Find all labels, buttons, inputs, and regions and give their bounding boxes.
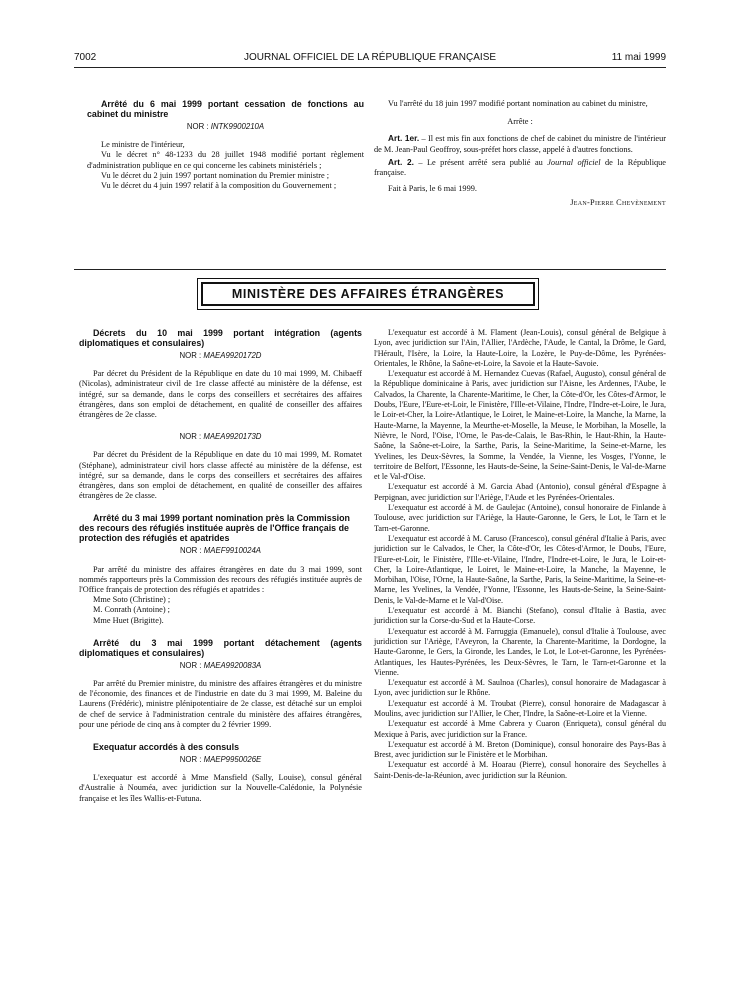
s5-para-left: L'exequatur est accordé à Mme Mansfield (Sally, Louise), consul général d'Australie à Nouméa, avec juridiction sur la Nouvelle-Calédonie, la Polynésie française et les îles Wallis-et-Futuna. — [79, 773, 362, 803]
s1-art1: Art. 1er. – Il est mis fin aux fonctions de chef de cabinet du ministre de l'intérieur de M. Jean-Paul Geoffroy, sous-préfet hors classe, appelé à d'autres fonctions. — [374, 133, 666, 154]
s5-nor: NOR : MAEP9950026E — [179, 755, 262, 765]
page-header — [74, 52, 666, 68]
s1-arrete: Arrête : — [507, 117, 533, 127]
s5-right-2: L'exequatur est accordé à M. Garcia Abad (Antonio), consul général d'Espagne à Perpignan, avec juridiction sur l'Ariège, l'Aude et les Pyrénées-Orientales. — [374, 482, 666, 502]
s2-para-1: Par décret du Président de la République en date du 10 mai 1999, M. Chibaeff (Nicolas), administrateur civil de 1re classe affecté au ministère de la défense, est intégré, sur sa demande, dans le corps des conseillers et secrétaires des affaires étrangères, dans son emploi de détachement, en qualité de conseiller des affaires étrangères de 2e classe. — [79, 369, 362, 420]
s1-art2: Art. 2. – Le présent arrêté sera publié au Journal officiel de la République française. — [374, 156, 666, 178]
s1-para-2: Vu le décret du 2 juin 1997 portant nomination du Premier ministre ; — [101, 170, 330, 180]
s1-para-1: Vu le décret n° 48-1233 du 28 juillet 1948 modifié portant règlement d'administration publique en ce qui concerne les cabinets ministériels ; — [87, 150, 364, 170]
s1-left-column — [87, 99, 364, 191]
page-number: 7002 — [74, 52, 97, 63]
s5-right-10: L'exequatur est accordé à M. Breton (Dominique), consul honoraire des Pays-Bas à Brest, avec juridiction sur le Finistère et le Morbihan. — [374, 739, 666, 760]
s5-right-5: L'exequatur est accordé à M. Bianchi (Stefano), consul d'Italie à Bastia, avec juridiction sur la Corse-du-Sud et la Haute-Corse. — [374, 606, 666, 626]
lower-right-column — [374, 328, 666, 781]
s5-right-3: L'exequatur est accordé à M. de Gaulejac (Antoine), consul honoraire de Finlande à Toulouse, avec juridiction sur l'Ariège, la Haute-Garonne, le Gers, le Lot, le Tarn et le Tarn-et-Garonne. — [374, 503, 666, 533]
s3-name-0: Mme Soto (Christine) ; — [93, 595, 171, 605]
s5-right-9: L'exequatur est accordé à Mme Cabrera y Cuaron (Enriqueta), consul général du Mexique à Paris, avec juridiction sur la France. — [374, 719, 666, 739]
s1-fait: Fait à Paris, le 6 mai 1999. — [388, 184, 477, 194]
s2-title: Décrets du 10 mai 1999 portant intégration (agents diplomatiques et consulaires) — [79, 328, 362, 348]
s1-title: Arrêté du 6 mai 1999 portant cessation de fonctions au cabinet du ministre — [87, 99, 364, 119]
s1-signature: Jean-Pierre Chevènement — [570, 198, 666, 208]
s2-nor-1: NOR : MAEA9920172D — [179, 351, 262, 360]
s1-para-0: Le ministre de l'intérieur, — [101, 140, 185, 150]
s5-right-4: L'exequatur est accordé à M. Caruso (Francesco), consul général d'Italie à Paris, avec juridiction sur le Calvados, le Cher, la Côte-d'Or, les Côtes-d'Armor, le Doubs, l'Eure, l'Eure-et-Loir, le Finistère, l'Ille-et-Vilaine, l'Indre, l'Indre-et-Loire, le Jura, le Loir-et-Cher, la Loire-Atlantique, le Loiret, le Maine-et-Loire, la Manche, la Mayenne, le Morbihan, l'Oise, l'Orne, la Haute-Saône, la Sarthe, Paris, la Seine-Maritime, la Seine-et-Marne, les Yvelines, la Vendée, l'Yonne, l'Essonne, les Hauts-de-Seine, la Seine-Saint-Denis, le Val-de-Marne et le Val-d'Oise. — [374, 533, 666, 605]
s3-title: Arrêté du 3 mai 1999 portant nomination près la Commission des recours des réfugiés instituée auprès de l'Office français de protection des réfugiés et apatrides — [79, 513, 350, 544]
s4-title: Arrêté du 3 mai 1999 portant détachement (agents diplomatiques et consulaires) — [79, 637, 362, 658]
s3-para: Par arrêté du ministre des affaires étrangères en date du 3 mai 1999, sont nommés rapporteurs près la Commission des recours des réfugiés instituée auprès de l'Office français de protection des réfugiés et apatrides : — [79, 564, 362, 595]
s5-right-0: L'exequatur est accordé à M. Flament (Jean-Louis), consul général de Belgique à Lyon, avec juridiction sur l'Ain, l'Allier, l'Ardèche, l'Aude, le Cantal, la Drôme, le Gard, l'Hérault, l'Isère, la Loire, la Haute-Loire, la Lozère, le Puy-de-Dôme, les Pyrénées-Orientales, le Rhône, la Saône-et-Loire, la Savoie et la Haute-Savoie. — [374, 328, 666, 368]
s4-para: Par arrêté du Premier ministre, du ministre des affaires étrangères et du ministre de l'économie, des finances et de l'industrie en date du 3 mai 1999, M. Baleine du Laurens (Frédéric), ministre plénipotentiaire de 2e classe, est détaché sur un emploi de chef de service à l'administration centrale du ministère des affaires étrangères, pour une période de cinq ans à compter du 2 février 1999. — [79, 679, 362, 729]
s5-right-1: L'exequatur est accordé à M. Hernandez Cuevas (Rafael, Augusto), consul général de la République dominicaine à Paris, avec juridiction sur l'Aisne, les Ardennes, l'Aube, le Calvados, la Charente, la Charente-Maritime, le Cher, la Côte-d'Or, les Côtes-d'Armor, le Doubs, l'Eure, l'Eure-et-Loir, le Finistère, l'Ille-et-Vilaine, l'Indre, l'Indre-et-Loire, le Jura, le Loir-et-Cher, la Loire-Atlantique, le Loiret, le Maine-et-Loire, la Manche, la Marne, la Haute-Marne, la Mayenne, la Meurthe-et-Moselle, la Meuse, le Morbihan, la Moselle, la Nièvre, le Nord, l'Oise, l'Orne, le Pas-de-Calais, le Bas-Rhin, le Haut-Rhin, la Haute-Saône, la Saône-et-Loire, la Sarthe, Paris, la Seine-Maritime, la Seine-et-Marne, les Yvelines, les Deux-Sèvres, la Somme, la Vendée, la Vienne, les Vosges, l'Yonne, le territoire de Belfort, l'Essonne, les Hauts-de-Seine, la Seine-Saint-Denis, le Val-de-Marne et le Val-d'Oise. — [374, 369, 666, 482]
section-rule — [74, 269, 666, 270]
s3-nor: NOR : MAEF9910024A — [179, 546, 262, 556]
header-rule — [74, 67, 666, 68]
s1-nor: NOR : INTK9900210A — [186, 122, 265, 131]
s3-name-1: M. Conrath (Antoine) ; — [93, 605, 170, 615]
s5-right-8: L'exequatur est accordé à M. Troubat (Pierre), consul honoraire de Madagascar à Moulins, avec juridiction sur l'Allier, le Cher, l'Indre, la Saône-et-Loire et la Vienne. — [374, 698, 666, 718]
s1-right-column — [374, 99, 666, 209]
s3-name-2: Mme Huet (Brigitte). — [93, 615, 164, 625]
s2-para-2: Par décret du Président de la République en date du 10 mai 1999, M. Romatet (Stéphane), administrateur civil hors classe affecté au ministère de la défense, est intégré, sur sa demande, dans le corps des conseillers et secrétaires des affaires étrangères, dans son emploi de détachement, en qualité de conseiller des affaires étrangères de 2e classe. — [79, 450, 362, 501]
s5-right-11: L'exequatur est accordé à M. Hoarau (Pierre), consul honoraire des Seychelles à Saint-Denis-de-la-Réunion, avec juridiction sur la Réunion. — [374, 760, 666, 780]
journal-title: JOURNAL OFFICIEL DE LA RÉPUBLIQUE FRANÇAISE — [243, 52, 497, 63]
s2-nor-2: NOR : MAEA9920173D — [179, 432, 262, 442]
s5-right-6: L'exequatur est accordé à M. Farruggia (Emanuele), consul d'Italie à Toulouse, avec juridiction sur l'Ariège, l'Aveyron, la Charente, la Charente-Maritime, la Dordogne, la Haute-Garonne, le Gers, la Gironde, les Landes, le Lot, le Lot-et-Garonne, les Pyrénées-Atlantiques, les Hautes-Pyrénées, les Deux-Sèvres, le Tarn, le Tarn-et-Garonne et la Vienne. — [374, 626, 666, 677]
s1-para-3: Vu le décret du 4 juin 1997 relatif à la composition du Gouvernement ; — [101, 181, 337, 191]
s1-right-vu: Vu l'arrêté du 18 juin 1997 modifié portant nomination au cabinet du ministre, — [388, 99, 648, 108]
lower-left-column — [79, 328, 362, 804]
s4-nor: NOR : MAEA9920083A — [179, 660, 262, 670]
s5-title: Exequatur accordés à des consuls — [93, 742, 240, 753]
ministry-heading: MINISTÈRE DES AFFAIRES ÉTRANGÈRES — [201, 282, 535, 306]
issue-date: 11 mai 1999 — [611, 52, 666, 63]
s5-right-7: L'exequatur est accordé à M. Saulnoa (Charles), consul honoraire de Madagascar à Lyon, avec juridiction sur le Rhône. — [374, 678, 666, 698]
